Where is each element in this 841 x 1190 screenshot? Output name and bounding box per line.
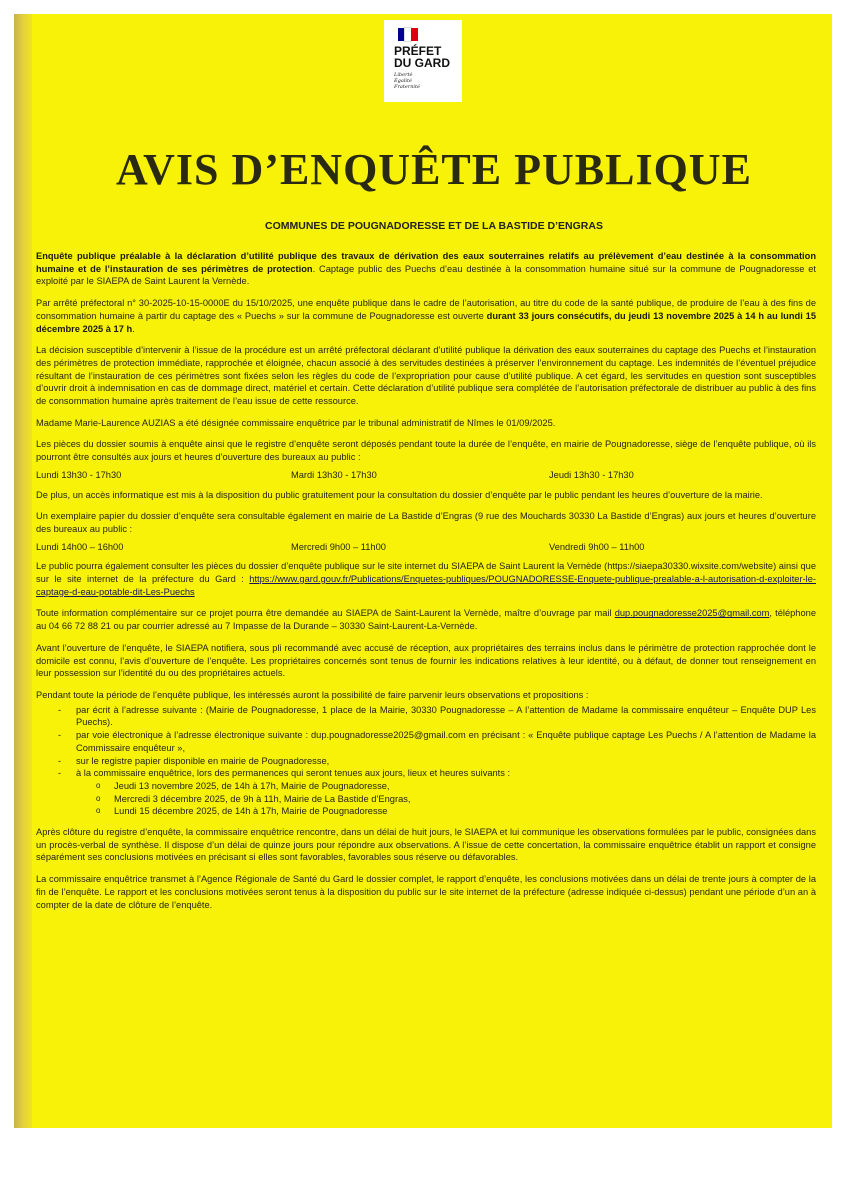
consult-paragraph: Le public pourra également consulter les pièces du dossier d’enquête publique sur le site internet du SIAEPA de Saint Laurent la Vernède (https://siaepa30330.wixsite.com/website) ainsi que sur le site internet de la préfecture du Gard : https://www.gard.gouv.fr/Publications/Enquetes-publiques/POUGNADORESSE-Enquete-publique-prealable-a-l-autorisation-d-exploiter-le-captage-d-eau-potable-dit-Les-Puechs <box>36 561 816 597</box>
permanences-list <box>76 780 816 818</box>
info-paragraph: Toute information complémentaire sur ce projet pourra être demandée au SIAEPA de Saint-Laurent la Vernède, maître d’ouvrage par mail dup.pougnadoresse2025@gmail.com, téléphone au 04 66 72 88 21 ou par courrier adressé au 7 Impasse de la Durande – 30330 Saint-Laurent-La-Vernède. <box>36 608 816 632</box>
arrete-paragraph: Par arrêté préfectoral n° 30-2025-10-15-0000E du 15/10/2025, une enquête publique dans le cadre de l’autorisation, au titre du code de la santé publique, de produire de l’eau à des fins de consommation humaine à partir du captage des « Puechs » sur la commune de Pougnadoresse est ouverte durant 33 jours consécutifs, du jeudi 13 novembre 2025 à 14 h au lundi 15 décembre 2025 à 17 h. <box>36 298 817 334</box>
transmission-paragraph: La commissaire enquêtrice transmet à l’Agence Régionale de Santé du Gard le dossier complet, le rapport d’enquête, les conclusions motivées dans un délai de trente jours à compter de la fin de l’enquête. Le rapport et les conclusions motivées seront tenus à la disposition du public sur le site internet de la préfecture (adresse indiquée ci-dessus) pendant une période d’un an à compter de la date de clôture de l’enquête. <box>36 874 816 910</box>
list-item: o Lundi 15 décembre 2025, de 14h à 17h, Mairie de Pougnadoresse <box>96 805 816 818</box>
logo-line-2: DU GARD <box>394 56 450 70</box>
marianne-flag-icon <box>398 28 418 41</box>
list-item: o Jeudi 13 novembre 2025, de 14h à 17h, Mairie de Pougnadoresse, <box>96 780 816 793</box>
pieces-paragraph: Les pièces du dossier soumis à enquête ainsi que le registre d’enquête seront déposés pendant toute la durée de l’enquête, en mairie de Pougnadoresse, siège de l’enquête publique, où ils pourront être consultés aux jours et heures d’ouverture des bureaux au public : <box>36 439 816 463</box>
hours-item: Mercredi 9h00 – 11h00 <box>291 541 386 552</box>
hours-item: Lundi 13h30 - 17h30 <box>36 469 122 480</box>
list-item: - par écrit à l’adresse suivante : (Mairie de Pougnadoresse, 1 place de la Mairie, 30330 Pougnadoresse – A l’attention de Madame la commissaire enquêteur – Enquête DUP Les Puechs). <box>58 704 816 729</box>
intro-paragraph: Enquête publique préalable à la déclaration d’utilité publique des travaux de dérivation des eaux souterraines relatifs au prélèvement d’eau destinée à la consommation humaine et de l’instauration de ses périmètres de protection. Captage public des Puechs d’eau destinée à la consommation humaine situé sur la commune de Pougnadoresse et exploité par le SIAEPA de Saint Laurent la Vernède. <box>36 251 817 287</box>
prefecture-link[interactable]: https://www.gard.gouv.fr/Publications/Enquetes-publiques/POUGNADORESSE-Enquete-publique-prealable-a-l-autorisation-d-exploiter-le-captage-d-eau-potable-dit-Les-Puechs <box>36 574 816 597</box>
notice-sheet <box>14 14 832 1128</box>
hours-item: Vendredi 9h00 – 11h00 <box>549 541 645 552</box>
notification-paragraph: Avant l’ouverture de l’enquête, le SIAEPA notifiera, sous pli recommandé avec accusé de réception, aux propriétaires des terrains inclus dans le périmètre de protection rapprochée dont le domicile est connu, l’avis d’ouverture de l’enquête. Les propriétaires concernés sont tenus de fournir les indications relatives à leur identité, ou à défaut, de donner tout renseignement en leur possession sur l’identité du ou des propriétaires actuels. <box>36 642 816 679</box>
hours-item: Mardi 13h30 - 17h30 <box>291 469 377 480</box>
logo-line-1: PRÉFET <box>394 44 442 58</box>
submission-methods-list <box>36 704 816 818</box>
acces-paragraph: De plus, un accès informatique est mis à la disposition du public gratuitement pour la consultation du dossier d’enquête par le public pendant les heures d’ouverture de la mairie. <box>36 489 763 500</box>
decision-paragraph: La décision susceptible d’intervenir à l’issue de la procédure est un arrêté préfectoral déclarant d’utilité publique la dérivation des eaux souterraines du captage des Puechs et l’instauration des périmètres de protection immédiate, rapprochée et éloignée, chacun associé à des servitudes destinées à préserver l’environnement du captage. Les indemnités de l’éventuel préjudice résultant de l’instauration de ces périmètres sont fixées selon les règles du code de l’expropriation pour cause d’utilité publique. A cet égard, les servitudes en question sont susceptibles d’ouvrir droit à indemnisation en cas de dommage direct, matériel et certain. Cette déclaration d’utilité publique sera complétée de l’autorisation préfectorale de distribuer au public à des fins de consommation humaine après traitement de l’eau issue de cette ressource. <box>36 345 816 407</box>
commissaire-paragraph: Madame Marie-Laurence AUZIAS a été désignée commissaire enquêtrice par le tribunal administratif de Nîmes le 01/09/2025. <box>36 417 556 428</box>
bastide-hours <box>36 541 816 554</box>
page-subtitle: COMMUNES DE POUGNADORESSE ET DE LA BASTIDE D’ENGRAS <box>265 220 603 232</box>
prefecture-logo <box>384 20 462 102</box>
cloture-paragraph: Après clôture du registre d’enquête, la commissaire enquêtrice rencontre, dans un délai de huit jours, le SIAEPA et lui communique les observations formulées par le public, consignées dans un procès-verbal de synthèse. Il dispose d’un délai de quinze jours pour répondre aux observations. A l’issue de cette concertation, la commissaire enquêtrice établit un rapport et consigne séparément ses conclusions motivées en précisant si elles sont favorables, favorables sous réserve ou défavorables. <box>36 827 816 863</box>
list-item: - par voie électronique à l’adresse électronique suivante : dup.pougnadoresse2025@gmail.com en précisant : « Enquête publique captage Les Puechs / A l’attention de Madame la Commissaire enquêteur », <box>58 729 816 754</box>
list-item: - à la commissaire enquêtrice, lors des permanences qui seront tenues aux jours, lieux et heures suivants : o Jeudi 13 novembre 2025, de 14h à 17h, Mairie de Pougnadoresse, o Mercredi 3 décembre 2025, de 9h à 11h, Mairie de La Bastide d’Engras, o Lundi 15 décembre 2025, de 14h à 17h, Mairie de Pougnadoresse <box>58 767 816 818</box>
exemplaire-paragraph: Un exemplaire papier du dossier d’enquête sera consultable également en mairie de La Bastide d’Engras (9 rue des Mouchards 30330 La Bastide d’Engras) aux jours et heures d’ouverture des bureaux au public : <box>36 511 816 534</box>
list-item: - sur le registre papier disponible en mairie de Pougnadoresse, <box>58 755 816 768</box>
hours-item: Jeudi 13h30 - 17h30 <box>549 469 634 480</box>
contact-email-link[interactable]: dup.pougnadoresse2025@gmail.com <box>614 608 770 619</box>
list-item: o Mercredi 3 décembre 2025, de 9h à 11h, Mairie de La Bastide d’Engras, <box>96 793 816 806</box>
hours-item: Lundi 14h00 – 16h00 <box>36 541 124 552</box>
logo-motto: Liberté Égalité Fraternité <box>394 72 420 90</box>
pougnadoresse-hours <box>36 469 816 482</box>
paper-edge <box>14 14 32 1128</box>
page-title: AVIS D’ENQUÊTE PUBLIQUE <box>116 145 752 194</box>
pendant-paragraph: Pendant toute la période de l’enquête publique, les intéressés auront la possibilité de faire parvenir leurs observations et propositions : <box>36 689 589 700</box>
notice-body <box>36 250 816 920</box>
